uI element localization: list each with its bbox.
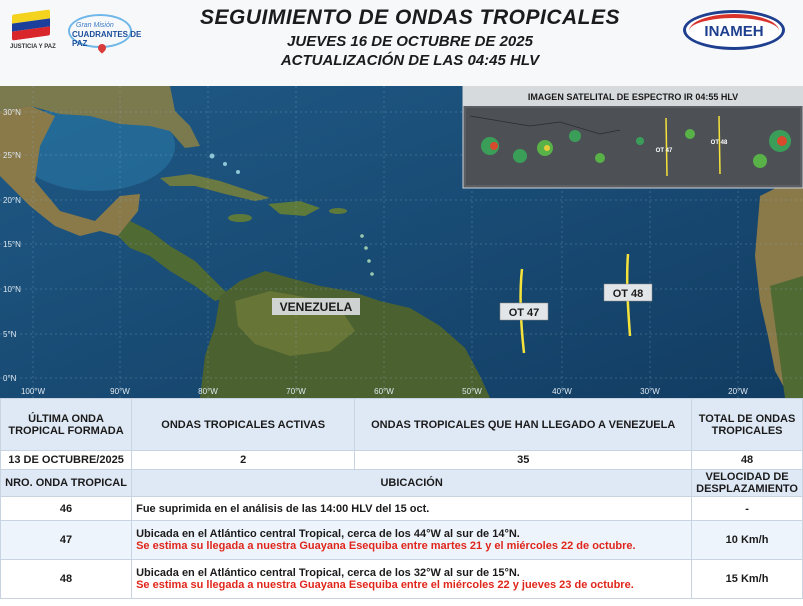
lon-label: 100°W (20, 387, 46, 396)
active-waves-header: ONDAS TROPICALES ACTIVAS (132, 399, 355, 451)
lat-label: 25°N (3, 151, 21, 160)
lon-label: 80°W (198, 387, 218, 396)
lat-label: 15°N (3, 240, 21, 249)
arrived-waves-value: 35 (355, 451, 692, 470)
last-wave-header: ÚLTIMA ONDA TROPICAL FORMADA (1, 399, 132, 451)
venezuela-label: VENEZUELA (279, 300, 353, 314)
lon-label: 30°W (640, 387, 660, 396)
wave-number-header: NRO. ONDA TROPICAL (1, 470, 132, 497)
wave-48-label: OT 48 (612, 288, 644, 300)
detail-header-row (1, 470, 803, 497)
lat-label: 0°N (3, 374, 17, 383)
lon-label: 50°W (462, 387, 482, 396)
wave-47-label: OT 47 (508, 307, 540, 319)
header (0, 0, 803, 86)
wave-location (132, 560, 692, 599)
wave-location (132, 521, 692, 560)
wave-location-text: Fue suprimida en el análisis de las 14:00 HLV del 15 oct. (136, 502, 430, 515)
page-title: SEGUIMIENTO DE ONDAS TROPICALES (200, 6, 620, 29)
wave-speed: 10 Km/h (692, 521, 803, 560)
wave-location-text: Ubicada en el Atlántico central Tropical, cerca de los 32°W al sur de 15°N. (136, 567, 520, 579)
active-waves-value: 2 (132, 451, 355, 470)
inset-wave-48-label: OT 48 (710, 140, 728, 146)
tropical-waves-table (0, 398, 803, 599)
location-header: UBICACIÓN (132, 470, 692, 497)
lat-label: 20°N (3, 196, 21, 205)
wave-location-text: Ubicada en el Atlántico central Tropical, cerca de los 44°W al sur de 14°N. (136, 528, 520, 540)
mid-logo-line1: Gran Misión (76, 22, 114, 29)
left-logo-caption: JUSTICIA Y PAZ (10, 44, 56, 50)
summary-values-row (1, 451, 803, 470)
satellite-inset (463, 86, 803, 188)
cuadrantes-de-paz-logo (62, 10, 142, 56)
wave-number: 47 (1, 521, 132, 560)
wave-number: 46 (1, 497, 132, 521)
wave-number: 48 (1, 560, 132, 599)
table-row (1, 497, 803, 521)
lon-label: 40°W (552, 387, 572, 396)
lat-label: 10°N (3, 285, 21, 294)
last-wave-value: 13 DE OCTUBRE/2025 (1, 451, 132, 470)
inameh-logo-text: INAMEH (704, 23, 764, 40)
venezuela-flag-logo (10, 8, 56, 54)
total-waves-value: 48 (692, 451, 803, 470)
update-subtitle: ACTUALIZACIÓN DE LAS 04:45 HLV (280, 52, 540, 69)
mid-logo-line2: CUADRANTES DE PAZ (72, 30, 142, 48)
lon-label: 60°W (374, 387, 394, 396)
arrived-waves-header: ONDAS TROPICALES QUE HAN LLEGADO A VENEZUELA (355, 399, 692, 451)
lon-label: 90°W (110, 387, 130, 396)
satellite-inset-title: IMAGEN SATELITAL DE ESPECTRO IR 04:55 HLV (527, 92, 739, 102)
lon-label: 20°W (728, 387, 748, 396)
date-subtitle: JUEVES 16 DE OCTUBRE DE 2025 (287, 33, 533, 50)
lon-label: 70°W (286, 387, 306, 396)
wave-speed: - (692, 497, 803, 521)
lat-label: 30°N (3, 108, 21, 117)
wave-forecast-text: Se estima su llegada a nuestra Guayana Esequiba entre martes 21 y el miércoles 22 de octubre. (136, 540, 636, 552)
wave-location (132, 497, 692, 521)
total-waves-header: TOTAL DE ONDAS TROPICALES (692, 399, 803, 451)
lat-label: 5°N (3, 330, 17, 339)
tropical-wave-map (0, 86, 803, 398)
wave-speed: 15 Km/h (692, 560, 803, 599)
summary-header-row (1, 399, 803, 451)
wave-forecast-text: Se estima su llegada a nuestra Guayana Esequiba entre el miércoles 22 y jueves 23 de octubre. (136, 579, 634, 591)
table-row (1, 560, 803, 599)
inset-wave-47-label: OT 47 (655, 148, 673, 154)
speed-header: VELOCIDAD DE DESPLAZAMIENTO (692, 470, 803, 497)
inameh-logo (683, 10, 789, 54)
table-row (1, 521, 803, 560)
